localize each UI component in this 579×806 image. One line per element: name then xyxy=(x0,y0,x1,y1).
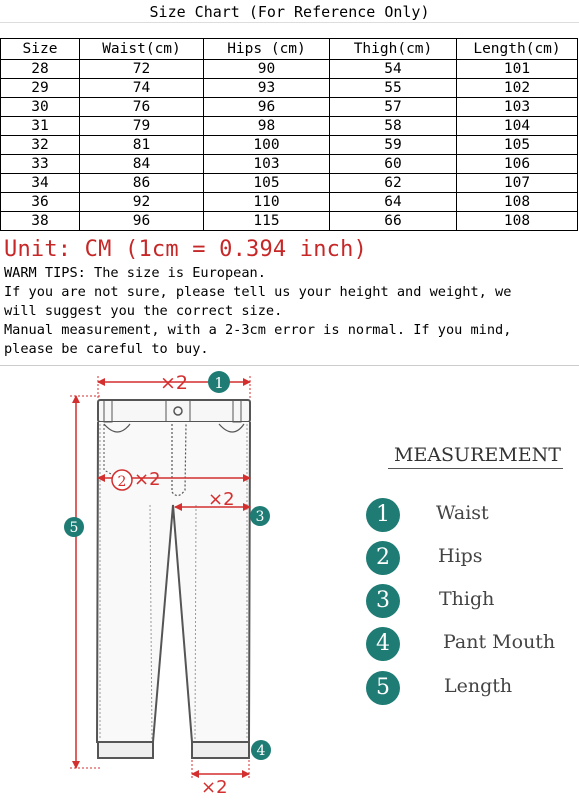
header-thigh: Thigh(cm) xyxy=(330,39,457,60)
table-cell: 108 xyxy=(457,193,578,212)
table-cell: 90 xyxy=(204,60,330,79)
table-cell: 57 xyxy=(330,98,457,117)
waist-x2-label: ×2 xyxy=(160,372,189,394)
legend-label: Pant Mouth xyxy=(443,631,556,653)
legend-label: Thigh xyxy=(439,588,495,610)
number-2-icon: 2 xyxy=(366,541,400,575)
measurement-title: MEASUREMENT xyxy=(388,444,563,469)
table-cell: 105 xyxy=(204,174,330,193)
svg-text:2: 2 xyxy=(117,474,127,490)
table-cell: 66 xyxy=(330,212,457,231)
table-row xyxy=(1,155,578,174)
table-row xyxy=(1,193,578,212)
legend-label: Length xyxy=(444,675,513,697)
table-cell: 102 xyxy=(457,79,578,98)
table-cell: 104 xyxy=(457,117,578,136)
legend-label: Hips xyxy=(438,545,483,567)
table-cell: 54 xyxy=(330,60,457,79)
header-size: Size xyxy=(1,39,80,60)
table-cell: 60 xyxy=(330,155,457,174)
table-cell: 74 xyxy=(80,79,204,98)
size-chart-table xyxy=(0,38,578,231)
page-title: Size Chart (For Reference Only) xyxy=(149,3,430,21)
table-cell: 59 xyxy=(330,136,457,155)
table-cell: 96 xyxy=(204,98,330,117)
table-cell: 29 xyxy=(1,79,80,98)
table-cell: 58 xyxy=(330,117,457,136)
table-cell: 103 xyxy=(204,155,330,174)
tips-line: will suggest you the correct size. xyxy=(4,303,283,319)
pants-outline xyxy=(97,400,250,758)
pant-mouth-x2-label: ×2 xyxy=(201,777,228,798)
table-cell: 81 xyxy=(80,136,204,155)
pants-diagram xyxy=(0,366,579,806)
title-spacer xyxy=(0,22,579,39)
table-cell: 84 xyxy=(80,155,204,174)
hips-x2-label: ×2 xyxy=(134,469,161,490)
table-cell: 30 xyxy=(1,98,80,117)
table-cell: 108 xyxy=(457,212,578,231)
table-cell: 64 xyxy=(330,193,457,212)
header-waist: Waist(cm) xyxy=(80,39,204,60)
svg-text:1: 1 xyxy=(214,374,224,392)
table-cell: 107 xyxy=(457,174,578,193)
warm-tips xyxy=(4,264,576,359)
table-row xyxy=(1,174,578,193)
table-cell: 31 xyxy=(1,117,80,136)
svg-text:5: 5 xyxy=(69,520,79,536)
table-row xyxy=(1,117,578,136)
table-cell: 55 xyxy=(330,79,457,98)
table-cell: 106 xyxy=(457,155,578,174)
table-cell: 100 xyxy=(204,136,330,155)
number-5-icon: 5 xyxy=(366,671,400,705)
table-cell: 110 xyxy=(204,193,330,212)
table-row xyxy=(1,98,578,117)
table-cell: 33 xyxy=(1,155,80,174)
tips-line: Manual measurement, with a 2-3cm error is normal. If you mind, xyxy=(4,322,512,338)
table-cell: 93 xyxy=(204,79,330,98)
table-cell: 38 xyxy=(1,212,80,231)
table-row xyxy=(1,79,578,98)
table-cell: 79 xyxy=(80,117,204,136)
table-row xyxy=(1,60,578,79)
svg-text:4: 4 xyxy=(256,743,266,759)
table-cell: 101 xyxy=(457,60,578,79)
table-cell: 105 xyxy=(457,136,578,155)
table-header-row xyxy=(1,39,578,60)
table-cell: 28 xyxy=(1,60,80,79)
thigh-x2-label: ×2 xyxy=(208,489,235,510)
table-row xyxy=(1,212,578,231)
number-4-icon: 4 xyxy=(366,627,400,661)
table-cell: 86 xyxy=(80,174,204,193)
legend-label: Waist xyxy=(436,502,489,524)
table-cell: 103 xyxy=(457,98,578,117)
table-cell: 32 xyxy=(1,136,80,155)
header-length: Length(cm) xyxy=(457,39,578,60)
table-cell: 92 xyxy=(80,193,204,212)
table-cell: 98 xyxy=(204,117,330,136)
table-row xyxy=(1,136,578,155)
table-cell: 72 xyxy=(80,60,204,79)
number-1-icon: 1 xyxy=(366,498,400,532)
tips-line: please be careful to buy. xyxy=(4,341,209,357)
table-cell: 96 xyxy=(80,212,204,231)
table-cell: 62 xyxy=(330,174,457,193)
tips-line: WARM TIPS: The size is European. xyxy=(4,265,266,281)
tips-line: If you are not sure, please tell us your height and weight, we xyxy=(4,284,512,300)
unit-note: Unit: CM (1cm = 0.394 inch) xyxy=(4,237,368,262)
table-cell: 76 xyxy=(80,98,204,117)
table-cell: 34 xyxy=(1,174,80,193)
header-hips: Hips (cm) xyxy=(204,39,330,60)
number-3-icon: 3 xyxy=(366,584,400,618)
table-cell: 115 xyxy=(204,212,330,231)
table-cell: 36 xyxy=(1,193,80,212)
svg-text:3: 3 xyxy=(255,509,265,525)
